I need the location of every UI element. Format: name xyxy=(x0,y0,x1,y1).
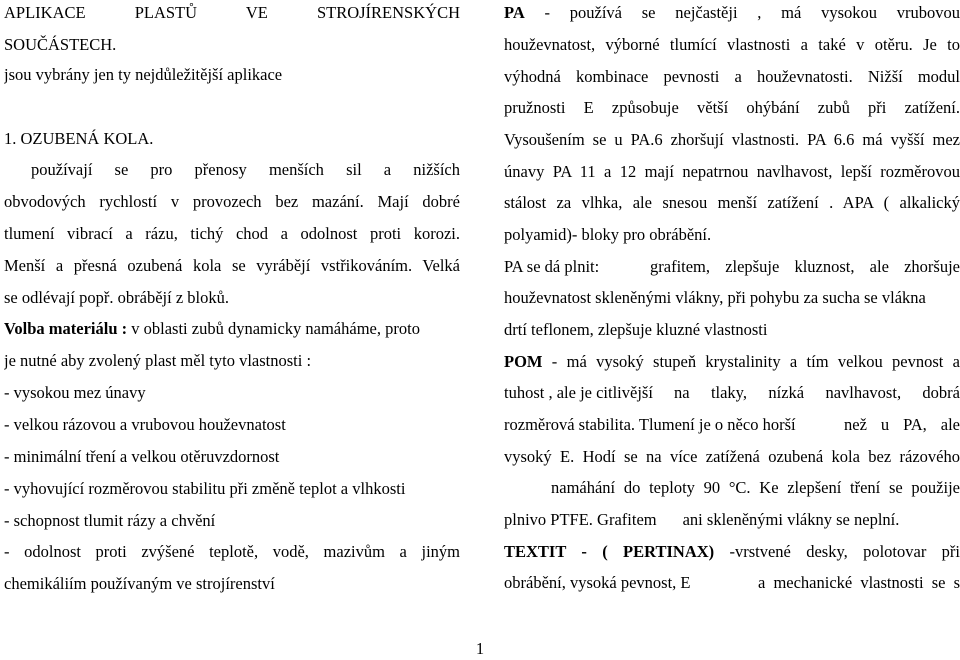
pa-paragraph-line: výhodná kombinace pevnosti a houževnatosti. Nižší modul xyxy=(504,66,960,88)
paragraph-line: používají se pro přenosy menších sil a nižších xyxy=(4,159,460,181)
paragraph-line: Menší a přesná ozubená kola se vyrábějí vstřikováním. Velká xyxy=(4,255,460,277)
material-selection-line-2: je nutné aby zvolený plast měl tyto vlastnosti : xyxy=(4,350,460,372)
pom-text-segment: tuhost , ale je citlivější xyxy=(504,382,653,404)
material-selection-label: Volba materiálu : xyxy=(4,319,127,338)
pa-paragraph-line: houževnatost, výborné tlumící vlastnosti a také v otěru. Je to xyxy=(504,34,960,56)
property-list-item: - odolnost proti zvýšené teplotě, vodě, mazivům a jiným xyxy=(4,541,460,563)
section-heading-gears: 1. OZUBENÁ KOLA. xyxy=(4,128,460,150)
textit-intro-text: -vrstvené desky, polotovar při xyxy=(714,542,960,561)
material-selection-text: v oblasti zubů dynamicky namáháme, proto xyxy=(127,319,420,338)
document-subtitle: jsou vybrány jen ty nejdůležitější aplikace xyxy=(4,64,460,86)
property-list-item: - velkou rázovou a vrubovou houževnatost xyxy=(4,414,460,436)
textit-paragraph-line xyxy=(504,572,960,594)
document-title-line-2: SOUČÁSTECH. xyxy=(4,34,460,56)
pa-fill-paragraph-line: houževnatost skleněnými vlákny, při pohybu za sucha se vlákna xyxy=(504,287,960,309)
property-list-item: chemikáliím používaným ve strojírenství xyxy=(4,573,460,595)
pa-paragraph-line: Vysoušením se u PA.6 zhoršují vlastnosti. PA 6.6 má vyšší mez xyxy=(504,129,960,151)
pom-text-segment: na tlaky, nízká navlhavost, dobrá xyxy=(674,382,960,404)
pom-text-segment: plnivo PTFE. Grafitem xyxy=(504,510,657,529)
material-selection-line xyxy=(4,318,460,340)
pom-text-segment: rozměrová stabilita. Tlumení je o něco horší xyxy=(504,414,796,436)
pom-paragraph-line: namáhání do teploty 90 °C. Ke zlepšení tření se použije xyxy=(504,477,960,499)
textit-label: TEXTIT - ( PERTINAX) xyxy=(504,542,714,561)
pom-paragraph-line xyxy=(504,414,960,436)
paragraph-line: obvodových rychlostí v provozech bez mazání. Mají dobré xyxy=(4,191,460,213)
pom-text-segment: než u PA, ale xyxy=(844,414,960,436)
pom-label: POM xyxy=(504,352,543,371)
pa-paragraph-line: únavy PA 11 a 12 mají nepatrnou navlhavost, lepší rozměrovou xyxy=(504,161,960,183)
pa-fill-line xyxy=(504,256,960,278)
paragraph-line: se odlévají popř. obrábějí z bloků. xyxy=(4,287,460,309)
pom-intro-text: - má vysoký stupeň krystalinity a tím velkou pevnost a xyxy=(543,352,960,371)
pom-text-segment: ani skleněnými vlákny se neplní. xyxy=(657,510,900,529)
pom-paragraph-line xyxy=(504,509,960,531)
pa-paragraph-line: polyamid)- bloky pro obrábění. xyxy=(504,224,960,246)
pa-intro-text: - používá se nejčastěji , má vysokou vrubovou xyxy=(525,3,960,22)
pa-paragraph-line: pružnosti E způsobuje větší ohýbání zubů při zatížení. xyxy=(504,97,960,119)
paragraph-line: tlumení vibrací a rázu, tichý chod a odolnost proti korozi. xyxy=(4,223,460,245)
textit-text-segment: a mechanické vlastnosti se s xyxy=(758,572,960,594)
property-list-item: - vyhovující rozměrovou stabilitu při změně teplot a vlhkosti xyxy=(4,478,460,500)
pa-paragraph-line: stálost za vlhka, ale snesou menší zatížení . APA ( alkalický xyxy=(504,192,960,214)
pa-fill-label: PA se dá plnit: xyxy=(504,256,599,278)
property-list-item: - minimální tření a velkou otěruvzdornost xyxy=(4,446,460,468)
page-number: 1 xyxy=(0,638,960,660)
pa-fill-paragraph-line: drtí teflonem, zlepšuje kluzné vlastnosti xyxy=(504,319,960,341)
pom-paragraph-line xyxy=(504,382,960,404)
property-list-item: - vysokou mez únavy xyxy=(4,382,460,404)
property-list-item: - schopnost tlumit rázy a chvění xyxy=(4,510,460,532)
pa-intro-line xyxy=(504,2,960,24)
pom-paragraph-line: vysoký E. Hodí se na více zatížená ozubená kola bez rázového xyxy=(504,446,960,468)
textit-text-segment: obrábění, vysoká pevnost, E xyxy=(504,572,691,594)
pa-fill-text: grafitem, zlepšuje kluznost, ale zhoršuje xyxy=(650,256,960,278)
pom-intro-line xyxy=(504,351,960,373)
textit-intro-line xyxy=(504,541,960,563)
document-title-line-1: APLIKACE PLASTŮ VE STROJÍRENSKÝCH xyxy=(4,2,460,24)
pa-label: PA xyxy=(504,3,525,22)
